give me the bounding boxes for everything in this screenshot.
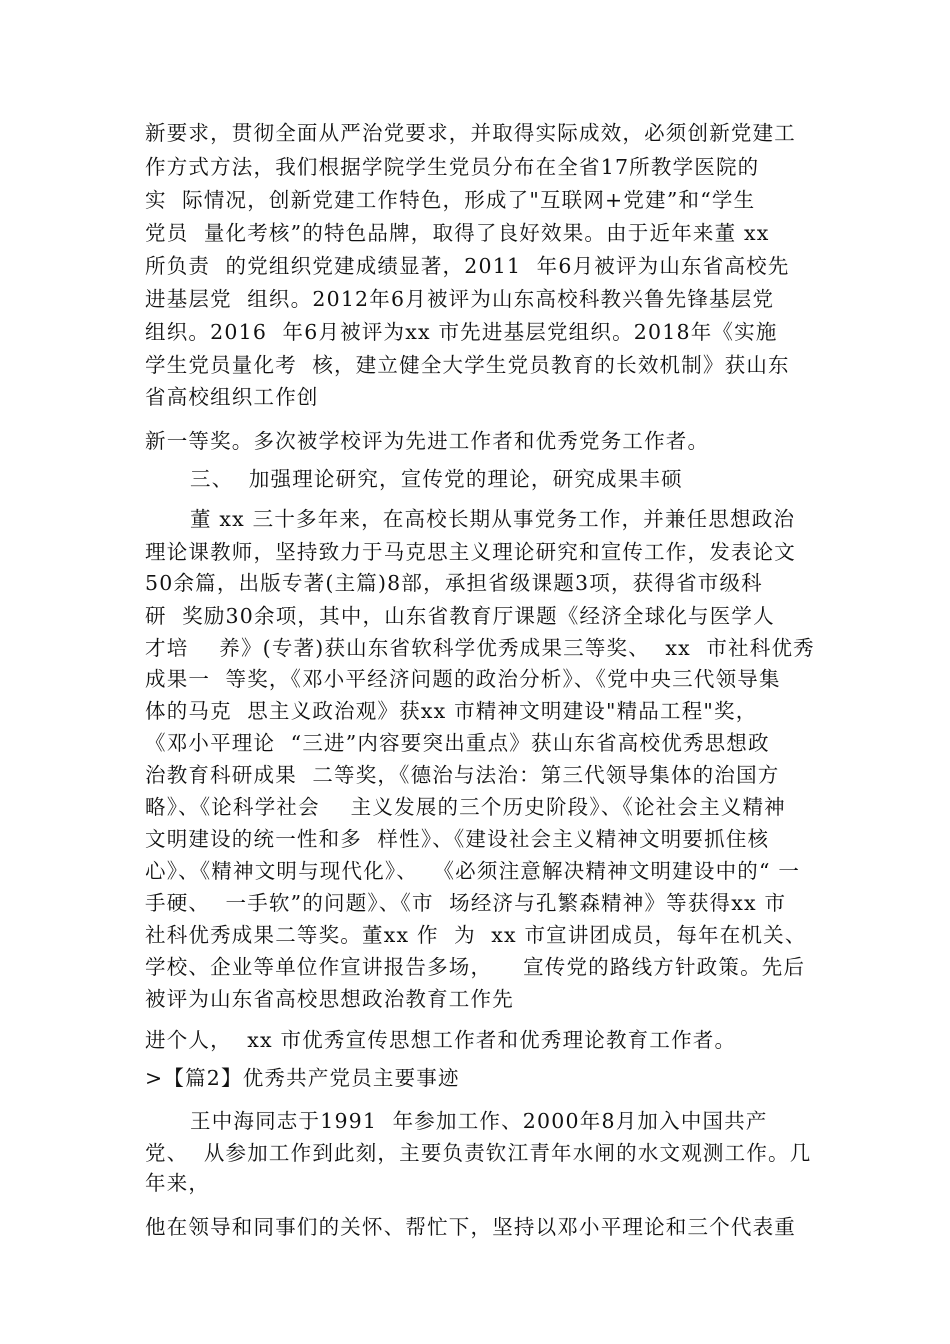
paragraph-5-line-3: 年来，: [145, 1171, 211, 1195]
paragraph-3-line-1: 董 xx 三十多年来，在高校长期从事党务工作，并兼任思想政治: [190, 507, 796, 531]
paragraph-3-line-6: 成果一 等奖，《邓小平经济问题的政治分析》、《党中央三代领导集: [145, 667, 781, 691]
paragraph-3-line-11: 文明建设的统一性和多 样性》、《建设社会主义精神文明要抓住核: [145, 827, 770, 851]
paragraph-3-line-10: 略》、《论科学社会 主义发展的三个历史阶段》、《论社会主义精神: [145, 795, 786, 819]
paragraph-1-line-5: 所负责 的党组织党建成绩显著，2011 年6月被评为山东省高校先: [145, 254, 790, 278]
section-heading-3: 三、 加强理论研究，宣传党的理论，研究成果丰硕: [190, 467, 683, 491]
paragraph-3-line-3: 50余篇，出版专著(主篇)8部，承担省级课题3项，获得省市级科: [145, 571, 763, 595]
paragraph-3-line-5: 才培 养》(专著)获山东省软科学优秀成果三等奖、 xx 市社科优秀: [145, 636, 815, 660]
paragraph-3-line-9: 治教育科研成果 二等奖，《德治与法治：第三代领导集体的治国方: [145, 763, 780, 787]
paragraph-1-line-4: 党员 量化考核”的特色品牌，取得了良好效果。由于近年来董 xx: [145, 221, 770, 245]
paragraph-5-line-1: 王中海同志于1991 年参加工作、2000年8月加入中国共产: [190, 1109, 768, 1133]
paragraph-3-line-14: 社科优秀成果二等奖。董xx 作 为 xx 市宣讲团成员，每年在机关、: [145, 923, 807, 947]
paragraph-1-line-6: 进基层党 组织。2012年6月被评为山东高校科教兴鲁先锋基层党: [145, 287, 775, 311]
paragraph-3-line-16: 被评为山东省高校思想政治教育工作先: [145, 987, 514, 1011]
paragraph-3-line-12: 心》、《精神文明与现代化》、 《必须注意解决精神文明建设中的“ 一: [145, 859, 801, 883]
paragraph-3-line-7: 体的马克 思主义政治观》获xx 市精神文明建设"精品工程"奖，: [145, 699, 758, 723]
paragraph-2-line: 新一等奖。多次被学校评为先进工作者和优秀党务工作者。: [145, 429, 710, 453]
paragraph-1-line-8: 学生党员量化考 核，建立健全大学生党员教育的长效机制》获山东: [145, 353, 790, 377]
paragraph-1-line-2: 作方式方法，我们根据学院学生党员分布在全省17所教学医院的: [145, 155, 760, 179]
paragraph-1-line-1: 新要求，贯彻全面从严治党要求，并取得实际成效，必须创新党建工: [145, 121, 796, 145]
paragraph-1-line-3: 实 际情况，创新党建工作特色，形成了"互联网+党建”和“学生: [145, 188, 756, 212]
paragraph-3-line-8: 《邓小平理论 “三进”内容要突出重点》获山东省高校优秀思想政: [145, 731, 770, 755]
paragraph-4-line: 进个人， xx 市优秀宣传思想工作者和优秀理论教育工作者。: [145, 1028, 737, 1052]
paragraph-1-line-7: 组织。2016 年6月被评为xx 市先进基层党组织。2018年《实施: [145, 320, 778, 344]
paragraph-3-line-2: 理论课教师，坚持致力于马克思主义理论研究和宣传工作，发表论文: [145, 540, 796, 564]
paragraph-5-line-2: 党、 从参加工作到此刻，主要负责钦江青年水闸的水文观测工作。几: [145, 1141, 812, 1165]
paragraph-1-line-9: 省高校组织工作创: [145, 385, 319, 409]
section-title-pian-2: >【篇2】优秀共产党员主要事迹: [145, 1066, 460, 1090]
paragraph-3-line-15: 学校、企业等单位作宣讲报告多场， 宣传党的路线方针政策。先后: [145, 955, 806, 979]
paragraph-3-line-13: 手硬、 一手软”的问题》、《市 场经济与孔繁森精神》等获得xx 市: [145, 891, 787, 915]
paragraph-6-line: 他在领导和同事们的关怀、帮忙下，坚持以邓小平理论和三个代表重: [145, 1215, 796, 1239]
paragraph-3-line-4: 研 奖励30余项，其中，山东省教育厅课题《经济全球化与医学人: [145, 604, 775, 628]
